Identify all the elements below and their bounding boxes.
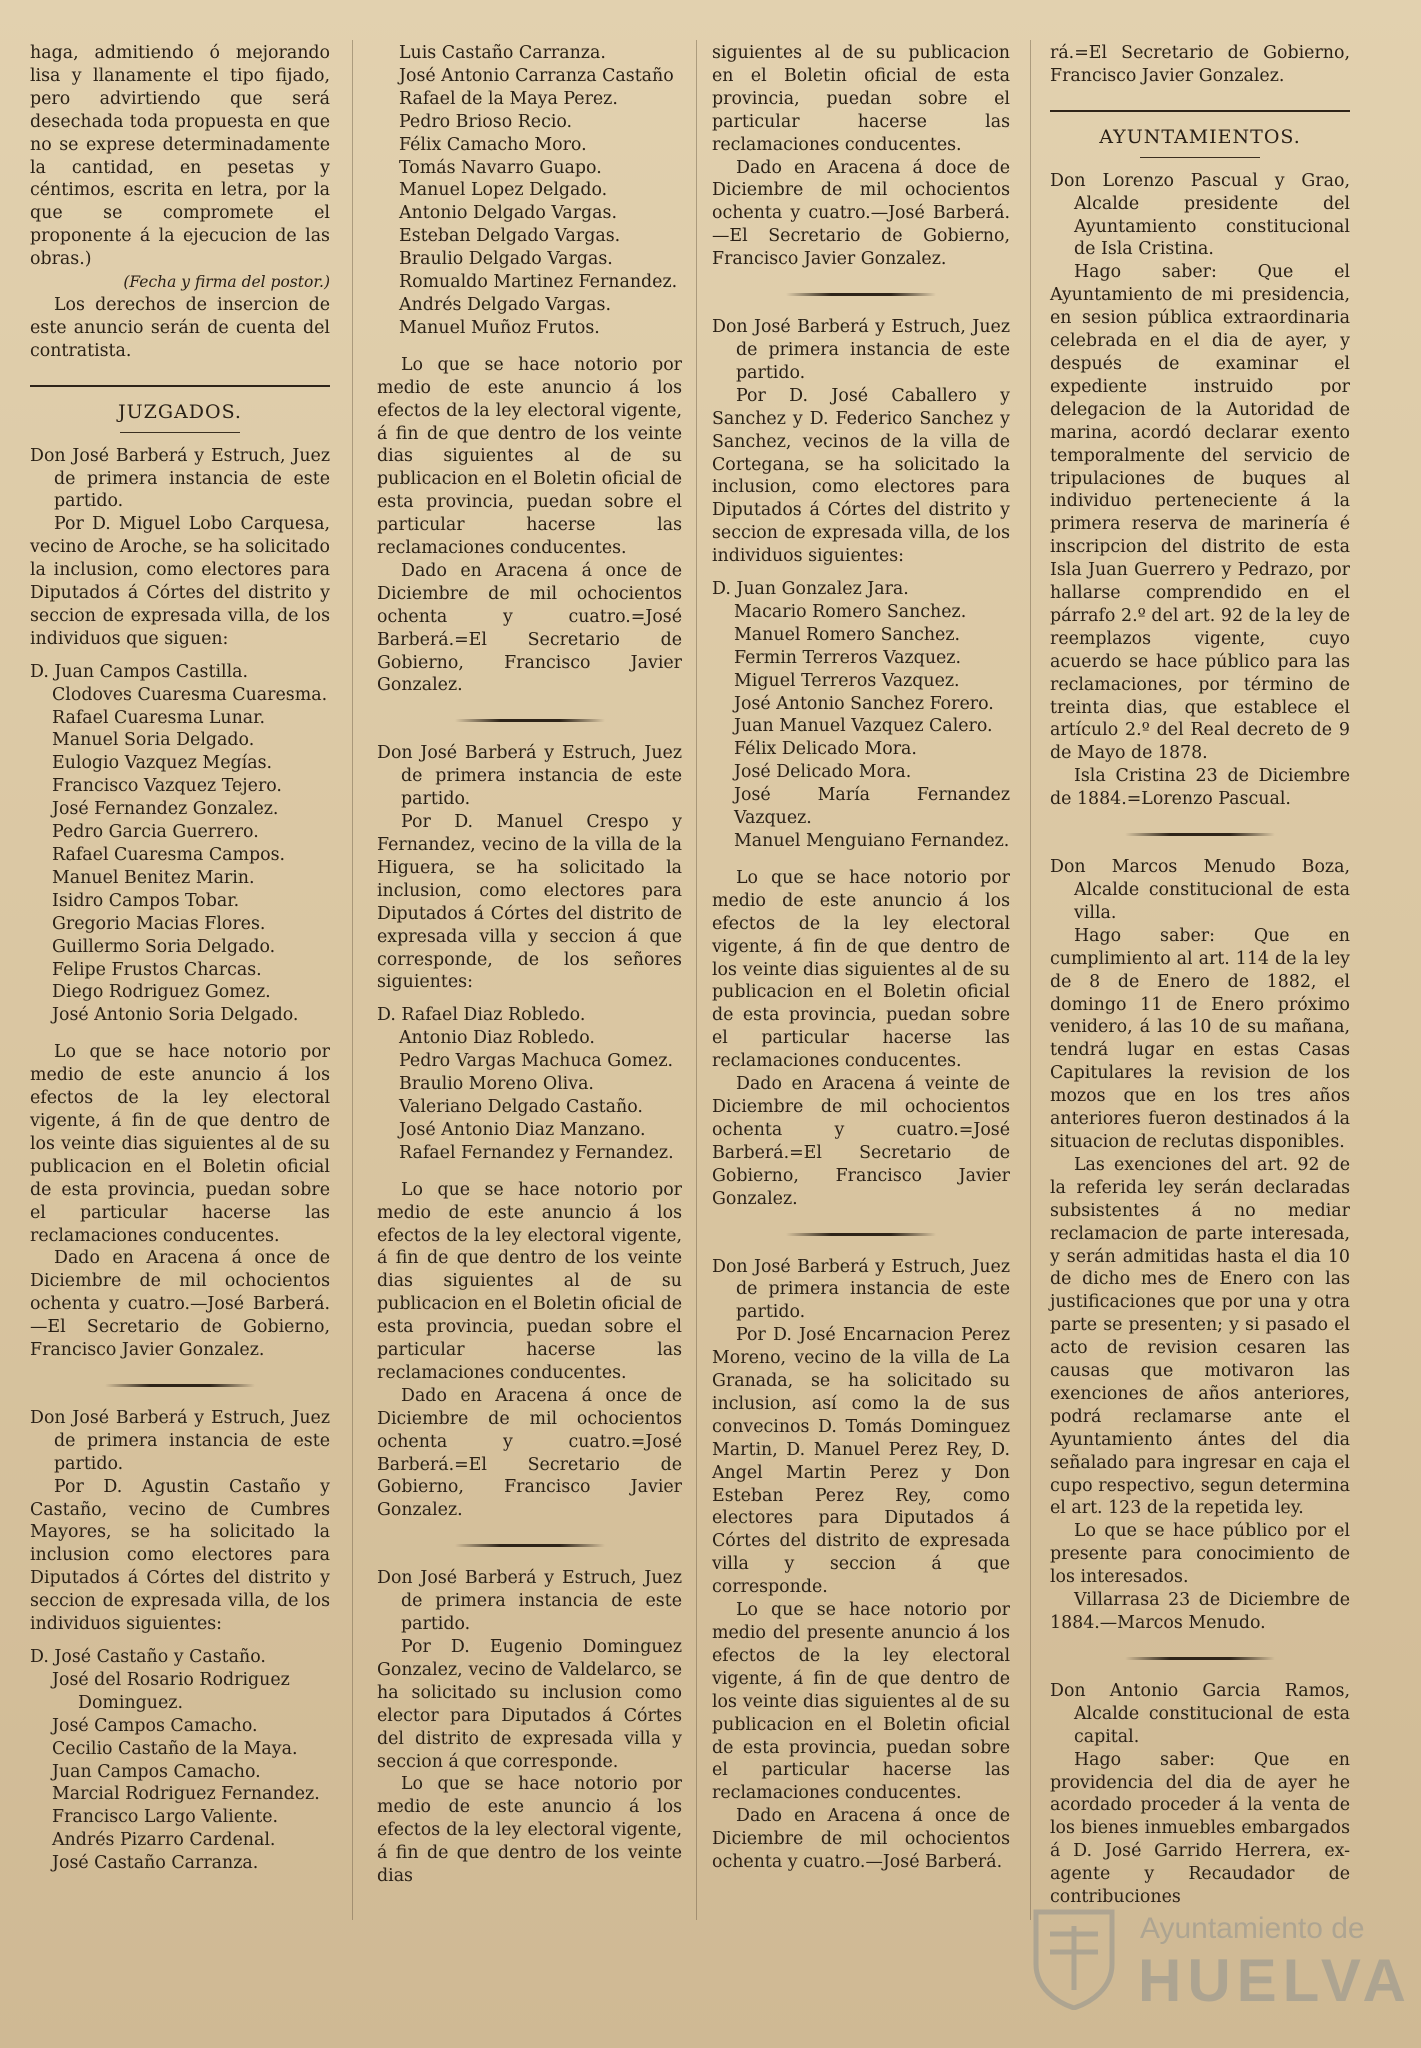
list-item: José Campos Camacho. xyxy=(52,1715,258,1736)
list-item: Dominguez. xyxy=(78,1692,183,1713)
paragraph: rá.=El Secretario de Gobierno, Francisco Javier Gonzalez. xyxy=(1050,43,1350,86)
list-item: José Antonio Diaz Manzano. xyxy=(399,1119,646,1140)
paragraph: Lo que se hace notorio por medio de este anuncio á los efectos de la ley electoral vigente, á fin de que dentro de los veinte dias siguientes al de su publicacion en el Boletin oficial de esta provincia, puedan sobre el particular hacerse las reclamaciones conducentes. xyxy=(30,1042,330,1246)
paragraph: Las exenciones del art. 92 de la referida ley serán declaradas subsistentes á no mediar reclamacion de parte interesada, y serán admitidas hasta el dia 10 de dicho mes de Enero con las justificaciones que por una y otra parte se presenten; y si pasado el acto de revision cesaren las causas que motivaron las exenciones de años anteriores, podrá reclamarse ante el Ayuntamiento ántes del dia señalado para ingresar en caja el cupo respectivo, segun determina el art. 123 de la repetida ley. xyxy=(1050,1154,1350,1519)
section-title: JUZGADOS. xyxy=(118,400,242,423)
paragraph: Dado en Aracena á doce de Diciembre de mil ochocientos ochenta y cuatro.—José Barberá.—El Secretario de Gobierno, Francisco Javier Gonzalez. xyxy=(712,157,1010,270)
list-item: Miguel Terreros Vazquez. xyxy=(734,670,960,691)
list-item: José Antonio Carranza Castaño xyxy=(399,65,674,86)
section-title: AYUNTAMIENTOS. xyxy=(1099,125,1301,148)
list-item: Cecilio Castaño de la Maya. xyxy=(52,1738,298,1759)
watermark-line: Ayuntamiento de xyxy=(1140,1912,1365,1945)
crest-icon xyxy=(1030,1906,1118,2010)
list-item: José María Fernandez Vazquez. xyxy=(734,785,1010,829)
ornament-divider xyxy=(455,719,605,722)
name-list xyxy=(377,42,682,340)
edict-heading: Don José Barberá y Estruch, Juez de primera instancia de este partido. xyxy=(30,1407,330,1474)
list-item: Luis Castaño Carranza. xyxy=(399,43,606,63)
list-item: Pedro Vargas Machuca Gomez. xyxy=(399,1051,674,1072)
paragraph: Dado en Aracena á once de Diciembre de mil ochocientos ochenta y cuatro.—José Barberá.—El Secretario de Gobierno, Francisco Javier Gonzalez. xyxy=(30,1248,330,1361)
section-rule xyxy=(30,385,330,387)
list-item: José Castaño Carranza. xyxy=(52,1853,259,1874)
list-item: Valeriano Delgado Castaño. xyxy=(399,1096,643,1117)
list-item: Antonio Diaz Robledo. xyxy=(399,1028,595,1049)
list-item: Manuel Muñoz Frutos. xyxy=(399,317,600,338)
paragraph: Hago saber: Que en cumplimiento al art. 114 de la ley de 8 de Enero de 1882, el domingo 11 de Enero próximo venidero, á las 10 de su mañana, tendrá lugar en estas Casas Capitulares la revision de los mozos que en los tres años anteriores fueron destinados á la situacion de reclutas disponibles. xyxy=(1050,925,1350,1152)
edict-heading: Don José Barberá y Estruch, Juez de primera instancia de este partido. xyxy=(30,445,330,512)
paragraph: Por D. Eugenio Dominguez Gonzalez, vecino de Valdelarco, se ha solicitado su inclusion como elector para Diputados á Córtes del distrito de expresada villa y seccion á que corresponde. xyxy=(377,1637,682,1772)
list-item: José Delicado Mora. xyxy=(734,762,912,783)
paragraph: Lo que se hace público por el presente para conocimiento de los interesados. xyxy=(1050,1521,1350,1588)
list-item: Juan Manuel Vazquez Calero. xyxy=(734,716,993,737)
name-list xyxy=(712,578,1010,853)
ornament-divider xyxy=(455,1544,605,1547)
list-item: Rafael Cuaresma Lunar. xyxy=(52,707,266,728)
ornament-divider xyxy=(1125,1657,1275,1660)
paragraph: Por D. Manuel Crespo y Fernandez, vecino de la villa de la Higuera, se ha solicitado la inclusion, como electores para Diputados á Córtes del distrito de expresada villa y seccion á que corresponde, de los señores siguientes: xyxy=(377,812,682,993)
list-item: Félix Delicado Mora. xyxy=(734,739,917,760)
watermark xyxy=(1030,1898,1412,2018)
edict-heading: Don José Barberá y Estruch, Juez de primera instancia de este partido. xyxy=(712,1256,1010,1323)
list-item: Francisco Vazquez Tejero. xyxy=(52,776,282,797)
paragraph: Dado en Aracena á once de Diciembre de mil ochocientos ochenta y cuatro.—José Barberá. xyxy=(712,1806,1010,1873)
list-item: Manuel Benitez Marin. xyxy=(52,867,255,888)
list-item: Clodoves Cuaresma Cuaresma. xyxy=(52,684,328,705)
edict-heading: Don José Barberá y Estruch, Juez de primera instancia de este partido. xyxy=(377,1568,682,1635)
list-item: Manuel Soria Delgado. xyxy=(52,730,255,751)
paragraph: Lo que se hace notorio por medio de este anuncio á los efectos de la ley electoral vigente, á fin de que dentro de los veinte dias siguientes al de su publicacion en el Boletin oficial de esta provincia, puedan sobre el particular hacerse las reclamaciones conducentes. xyxy=(377,354,682,559)
watermark-title: HUELVA xyxy=(1138,1947,1412,2014)
list-item: José Fernandez Gonzalez. xyxy=(52,799,279,820)
list-item: Romualdo Martinez Fernandez. xyxy=(399,272,678,293)
list-item: Marcial Rodriguez Fernandez. xyxy=(52,1784,320,1805)
list-item: Rafael de la Maya Perez. xyxy=(399,88,618,109)
list-item: José Antonio Soria Delgado. xyxy=(52,1005,299,1026)
list-item: Braulio Moreno Oliva. xyxy=(399,1074,594,1095)
ornament-divider xyxy=(105,1384,255,1387)
paragraph: Lo que se hace notorio por medio de este anuncio á los efectos de la ley electoral vigente, á fin de que dentro de los veinte dias xyxy=(377,1774,682,1887)
list-item: Tomás Navarro Guapo. xyxy=(399,157,602,178)
paragraph: Lo que se hace notorio por medio de este anuncio á los efectos de la ley electoral vigente, á fin de que dentro de los veinte dias siguientes al de su publicacion en el Boletin oficial de esta provincia, puedan sobre el particular hacerse las reclamaciones conducentes. xyxy=(377,1179,682,1383)
list-item: Andrés Delgado Vargas. xyxy=(399,294,611,315)
column-divider xyxy=(1030,40,1031,1920)
paragraph: haga, admitiendo ó mejorando lisa y llanamente el tipo fijado, pero advirtiendo que será desechada toda propuesta en que no se exprese determinadamente la cantidad, en pesetas y céntimos, escrita en letra, por la que se compromete el proponente á la ejecucion de las obras.) xyxy=(30,43,330,270)
edict-heading: Don José Barberá y Estruch, Juez de primera instancia de este partido. xyxy=(712,317,1010,383)
list-item: Manuel Menguiano Fernandez. xyxy=(734,831,1010,851)
list-item: D. José Castaño y Castaño. xyxy=(30,1647,266,1667)
ornament-divider xyxy=(1125,833,1275,836)
list-item: Macario Romero Sanchez. xyxy=(734,601,967,622)
paragraph: Lo que se hace notorio por medio de este anuncio á los efectos de la ley electoral vigente, á fin de que dentro de los veinte dias siguientes al de su publicacion en el Boletin oficial de esta provincia, puedan sobre el particular hacerse las reclamaciones conducentes. xyxy=(712,867,1010,1072)
list-item: Antonio Delgado Vargas. xyxy=(399,203,618,224)
paragraph: Dado en Aracena á once de Diciembre de mil ochocientos ochenta y cuatro.=José Barberá.=El Secretario de Gobierno, Francisco Javier Gonzalez. xyxy=(377,560,682,696)
column-3 xyxy=(712,42,1010,1874)
edict-heading: Don José Barberá y Estruch, Juez de primera instancia de este partido. xyxy=(377,743,682,810)
list-item: Guillermo Soria Delgado. xyxy=(52,936,276,957)
title-underline xyxy=(1140,157,1260,158)
list-item: Gregorio Macias Flores. xyxy=(52,913,266,934)
paragraph: Por D. José Caballero y Sanchez y D. Federico Sanchez y Sanchez, vecinos de la villa de Cortegana, se ha solicitado la inclusion, como electores para Diputados á Córtes del distrito y seccion de expresada villa, de los individuos siguientes: xyxy=(712,385,1010,567)
list-item: D. Rafael Diaz Robledo. xyxy=(377,1005,586,1026)
edict-heading: Don Lorenzo Pascual y Grao, Alcalde presidente del Ayuntamiento constitucional de Isla Cristina. xyxy=(1050,170,1350,260)
paragraph: Los derechos de insercion de este anuncio serán de cuenta del contratista. xyxy=(30,294,330,361)
paragraph: Hago saber: Que el Ayuntamiento de mi presidencia, en sesion pública extraordinaria celebrada en el dia de ayer, y después de examinar el expediente instruido por delegacion de la Autoridad de marina, acordó declarar exento temporalmente del servicio de tripulaciones de buques al individuo perteneciente á la primera reserva de marinería é inscripcion del distrito de esta Isla Juan Guerrero y Pedrazo, por hallarse comprendido en el párrafo 2.º del art. 92 de la ley de reemplazos vigente, cuyo acuerdo se hace público para las reclamaciones, por término de treinta dias, que establece el artículo 2.º del Real decreto de 9 de Mayo de 1878. xyxy=(1050,262,1350,764)
list-item: Manuel Lopez Delgado. xyxy=(399,180,608,201)
paragraph: Por D. José Encarnacion Perez Moreno, vecino de la villa de La Granada, se ha solicitado su inclusion, así como la de sus convecinos D. Tomás Dominguez Martin, D. Manuel Perez Rey, D. Angel Martin Perez y Don Esteban Perez Rey, como electores para Diputados á Córtes del distrito de expresada villa y seccion á que corresponde. xyxy=(712,1325,1010,1598)
name-list xyxy=(377,1004,682,1164)
list-item: Rafael Fernandez y Fernandez. xyxy=(399,1142,674,1163)
list-item: Félix Camacho Moro. xyxy=(399,134,587,155)
column-1 xyxy=(30,42,330,1889)
list-item: Fermin Terreros Vazquez. xyxy=(734,647,962,668)
list-item: Eulogio Vazquez Megías. xyxy=(52,753,273,774)
list-item: D. Juan Gonzalez Jara. xyxy=(712,579,909,600)
paragraph: Lo que se hace notorio por medio del presente anuncio á los efectos de la ley electoral vigente, á fin de que dentro de los veinte dias siguientes al de su publicacion en el Boletin oficial de esta provincia, puedan sobre el particular hacerse las reclamaciones conducentes. xyxy=(712,1600,1010,1804)
list-item: José Antonio Sanchez Forero. xyxy=(734,693,994,714)
list-item: Felipe Frustos Charcas. xyxy=(52,959,262,980)
column-divider xyxy=(352,40,353,1920)
ornament-divider xyxy=(786,293,936,296)
list-item: Francisco Largo Valiente. xyxy=(52,1807,279,1828)
name-list xyxy=(30,661,330,1028)
name-list xyxy=(30,1646,330,1875)
paragraph: Dado en Aracena á once de Diciembre de mil ochocientos ochenta y cuatro.=José Barberá.=El Secretario de Gobierno, Francisco Javier Gonzalez. xyxy=(377,1385,682,1521)
list-item: Pedro Garcia Guerrero. xyxy=(52,822,259,843)
list-item: Juan Campos Camacho. xyxy=(52,1761,261,1782)
column-divider xyxy=(696,40,697,1920)
paragraph: Por D. Agustin Castaño y Castaño, vecino de Cumbres Mayores, se ha solicitado la inclusion como electores para Diputados á Córtes del distrito y seccion de expresada villa, de los individuos siguientes: xyxy=(30,1476,330,1635)
list-item: José del Rosario Rodriguez xyxy=(52,1669,290,1690)
ornament-divider xyxy=(786,1233,936,1236)
paragraph: Hago saber: Que en providencia del dia de ayer he acordado proceder á la venta de los bienes inmuebles embargados á D. José Garrido Herrera, ex-agente y Recaudador de contribuciones xyxy=(1050,1749,1350,1908)
edict-heading: Don Antonio Garcia Ramos, Alcalde constitucional de esta capital. xyxy=(1050,1680,1350,1747)
column-2 xyxy=(377,42,682,1888)
paragraph: Isla Cristina 23 de Diciembre de 1884.=Lorenzo Pascual. xyxy=(1050,766,1350,810)
paragraph: Por D. Miguel Lobo Carquesa, vecino de Aroche, se ha solicitado la inclusion, como electores para Diputados á Córtes del distrito y seccion de expresada villa, de los individuos que siguen: xyxy=(30,514,330,649)
section-rule xyxy=(1050,110,1350,112)
list-item: D. Juan Campos Castilla. xyxy=(30,661,249,682)
paragraph: siguientes al de su publicacion en el Boletin oficial de esta provincia, puedan sobre el particular hacerse las reclamaciones conducentes. xyxy=(712,43,1010,155)
list-item: Isidro Campos Tobar. xyxy=(52,890,240,911)
edict-heading: Don Marcos Menudo Boza, Alcalde constitucional de esta villa. xyxy=(1050,857,1350,923)
title-underline xyxy=(120,432,240,433)
list-item: Braulio Delgado Vargas. xyxy=(399,249,613,270)
list-item: Pedro Brioso Recio. xyxy=(399,111,573,132)
list-item: Diego Rodriguez Gomez. xyxy=(52,982,271,1003)
list-item: Andrés Pizarro Cardenal. xyxy=(52,1830,276,1851)
column-4 xyxy=(1050,42,1350,1909)
paragraph: Dado en Aracena á veinte de Diciembre de mil ochocientos ochenta y cuatro.=José Barberá.=El Secretario de Gobierno, Francisco Javier Gonzalez. xyxy=(712,1074,1010,1209)
paragraph: Villarrasa 23 de Diciembre de 1884.—Marcos Menudo. xyxy=(1050,1590,1350,1633)
list-item: Esteban Delgado Vargas. xyxy=(399,226,621,247)
list-item: Manuel Romero Sanchez. xyxy=(734,624,961,645)
signature-note: (Fecha y firma del postor.) xyxy=(123,273,330,292)
list-item: Rafael Cuaresma Campos. xyxy=(52,845,286,865)
